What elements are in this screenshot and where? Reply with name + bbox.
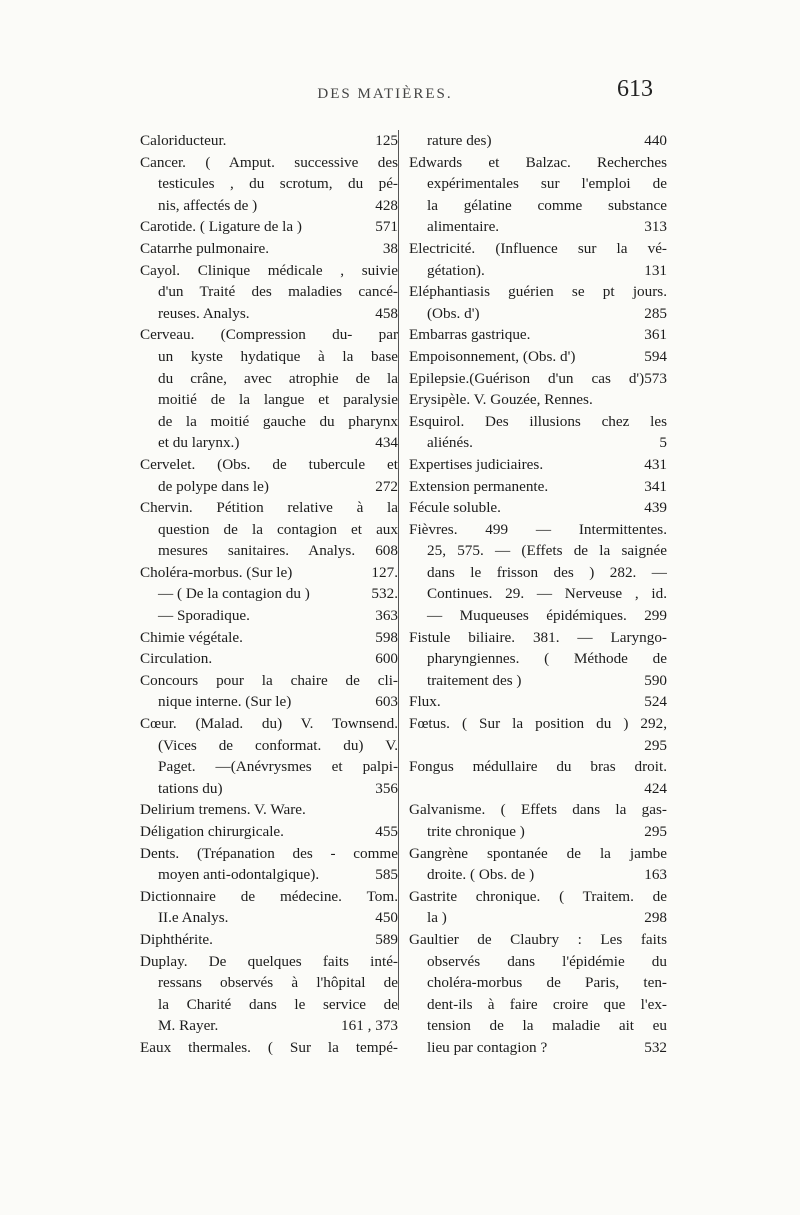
index-entry-line [140, 821, 398, 843]
index-entry-line [409, 216, 667, 238]
entry-page-ref: 161 , 373 [341, 1017, 398, 1035]
entry-page-ref: 38 [382, 239, 398, 257]
index-entry-line [140, 756, 398, 778]
entry-text: Empoisonnement, (Obs. d') [409, 347, 576, 365]
index-entry-line [140, 605, 398, 627]
entry-page-ref: 361 [644, 326, 667, 344]
index-entry-line [140, 173, 398, 195]
entry-text: (Obs. d') [427, 304, 480, 322]
entry-page-ref: 434 [375, 434, 398, 452]
index-entry-line [409, 691, 667, 713]
index-entry-line [409, 735, 667, 757]
index-entry-line [140, 540, 398, 562]
entry-page-ref: 440 [644, 132, 667, 149]
index-entry-line [409, 907, 667, 929]
entry-page-ref: 313 [644, 218, 667, 236]
index-entry-line [140, 886, 398, 908]
entry-page-ref: 341 [644, 477, 667, 495]
index-entry-line [409, 929, 667, 951]
entry-text: Carotide. ( Ligature de la ) [140, 218, 302, 236]
entry-text: Galvanisme. ( Effets dans la gas- [409, 801, 667, 819]
entry-page-ref: 589 [375, 930, 398, 948]
entry-text: Eaux thermales. ( Sur la tempé- [140, 1038, 398, 1056]
entry-text: Caloriducteur. [140, 132, 227, 149]
entry-page-ref: 450 [375, 909, 398, 927]
entry-text: — ( De la contagion du ) [158, 585, 310, 603]
entry-text: moyen anti-odontalgique). [158, 866, 320, 884]
index-entry-line [140, 972, 398, 994]
entry-text: — Sporadique. [158, 607, 250, 625]
index-entry-line [409, 389, 667, 411]
entry-text: Circulation. [140, 650, 213, 668]
index-entry-line [409, 778, 667, 800]
entry-text: Esquirol. Des illusions chez les [409, 412, 667, 430]
entry-text: M. Rayer. [158, 1017, 219, 1035]
index-entry-line [409, 648, 667, 670]
index-entry-line [140, 432, 398, 454]
index-entry-line [140, 929, 398, 951]
index-entry-line [409, 519, 667, 541]
index-entry-line [409, 972, 667, 994]
entry-text: question de la contagion et aux [158, 520, 398, 538]
index-entry-line [140, 735, 398, 757]
entry-page-ref: 532 [644, 1038, 667, 1056]
index-entry-line [409, 152, 667, 174]
entry-text: gétation). [427, 261, 485, 279]
entry-page-ref: 295 [644, 736, 667, 754]
index-entry-line [140, 691, 398, 713]
entry-text: ressans observés à l'hôpital de [158, 974, 398, 992]
entry-text: moitié de la langue et paralysie [158, 391, 398, 409]
index-entry-line [140, 130, 398, 152]
entry-text: II.e Analys. [158, 909, 229, 927]
index-entry-line [409, 1037, 667, 1059]
entry-text: pharyngiennes. ( Méthode de [427, 650, 667, 668]
index-entry-line [140, 476, 398, 498]
index-entry-line [140, 519, 398, 541]
entry-text: lieu par contagion ? [427, 1038, 548, 1056]
index-entry-line [409, 713, 667, 735]
entry-page-ref: 127. [371, 563, 398, 581]
entry-text: choléra-morbus de Paris, ten- [427, 974, 667, 992]
index-entry-line [140, 951, 398, 973]
entry-text: tations du) [158, 779, 223, 797]
entry-text: Cayol. Clinique médicale , suivie [140, 261, 398, 279]
entry-text: Chimie végétale. [140, 628, 243, 646]
index-entry-line [140, 411, 398, 433]
entry-text: Embarras gastrique. [409, 326, 531, 344]
entry-text: mesures sanitaires. Analys. 608 [158, 542, 398, 560]
index-entry-line [140, 152, 398, 174]
entry-page-ref: 428 [375, 196, 398, 214]
entry-page-ref: 295 [644, 823, 667, 840]
entry-page-ref: 594 [644, 347, 667, 365]
entry-text: de polype dans le) [158, 477, 269, 495]
entry-page-ref: 585 [375, 866, 398, 884]
index-entry-line [140, 799, 398, 821]
index-entry-line [409, 497, 667, 519]
entry-text: — Muqueuses épidémiques. 299 [427, 607, 667, 625]
entry-text: la ) [427, 909, 447, 927]
index-entry-line [140, 260, 398, 282]
index-entry-line [409, 324, 667, 346]
index-entry-line [140, 368, 398, 390]
index-entry-line [140, 778, 398, 800]
index-entry-line [409, 476, 667, 498]
entry-page-ref: 125 [375, 132, 398, 149]
entry-text: Déligation chirurgicale. [140, 823, 284, 840]
entry-page-ref: 131 [644, 261, 667, 279]
index-entry-line [140, 454, 398, 476]
entry-text: Cancer. ( Amput. successive des [140, 153, 398, 171]
index-entry-line [140, 238, 398, 260]
index-entry-line [140, 216, 398, 238]
entry-text: Dictionnaire de médecine. Tom. [140, 887, 398, 905]
entry-text: alimentaire. [427, 218, 500, 236]
index-entry-line [409, 583, 667, 605]
index-entry-line [409, 411, 667, 433]
index-entry-line [140, 713, 398, 735]
index-entry-line [140, 1037, 398, 1059]
entry-page-ref: 5 [659, 434, 667, 452]
entry-text: dent-ils à faire croire que l'ex- [427, 995, 667, 1013]
entry-text: reuses. Analys. [158, 304, 250, 322]
entry-text: traitement des ) [427, 671, 522, 689]
entry-text: 25, 575. — (Effets de la saignée [427, 542, 667, 560]
entry-text: Gaultier de Claubry : Les faits [409, 930, 667, 948]
entry-text: testicules , du scrotum, du pé- [158, 175, 398, 193]
entry-text: Cœur. (Malad. du) V. Townsend. [140, 715, 398, 733]
entry-text: Fièvres. 499 — Intermittentes. [409, 520, 667, 538]
entry-text: Epilepsie.(Guérison d'un cas d')573 [409, 369, 667, 387]
entry-text: d'un Traité des maladies cancé- [158, 283, 398, 301]
entry-page-ref: 363 [375, 607, 398, 625]
index-entry-line [140, 303, 398, 325]
index-entry-line [409, 260, 667, 282]
index-entry-line [409, 346, 667, 368]
entry-text: trite chronique ) [427, 823, 525, 840]
entry-page-ref: 163 [644, 866, 667, 884]
entry-page-ref: 285 [644, 304, 667, 322]
entry-text: Fongus médullaire du bras droit. [409, 758, 667, 776]
entry-page-ref: 598 [375, 628, 398, 646]
index-entry-line [409, 605, 667, 627]
entry-text: Gangrène spontanée de la jambe [409, 844, 667, 862]
index-entry-line [140, 324, 398, 346]
entry-text: Catarrhe pulmonaire. [140, 239, 270, 257]
entry-text: tension de la maladie ait eu [427, 1017, 667, 1035]
index-entry-line [409, 756, 667, 778]
entry-text: Erysipèle. V. Gouzée, Rennes. [409, 391, 593, 409]
entry-text: la Charité dans le service de [158, 995, 398, 1013]
index-entry-line [140, 864, 398, 886]
entry-text: (Vices de conformat. du) V. [158, 736, 398, 754]
index-entry-line [409, 303, 667, 325]
entry-page-ref: 600 [375, 650, 398, 668]
entry-text: Chervin. Pétition relative à la [140, 499, 398, 517]
index-entry-line [409, 821, 667, 843]
entry-page-ref: 603 [375, 693, 398, 711]
entry-text: Fœtus. ( Sur la position du ) 292, [409, 715, 667, 733]
entry-page-ref: 455 [375, 823, 398, 840]
entry-text: du crâne, avec atrophie de la [158, 369, 398, 387]
index-entry-line [140, 389, 398, 411]
entry-text: Edwards et Balzac. Recherches [409, 153, 667, 171]
entry-text: Dents. (Trépanation des - comme [140, 844, 398, 862]
entry-text: Continues. 29. — Nerveuse , id. [427, 585, 667, 603]
index-entry-line [409, 627, 667, 649]
index-entry-line [409, 173, 667, 195]
index-entry-line [140, 1015, 398, 1037]
index-entry-line [409, 843, 667, 865]
entry-text: Flux. [409, 693, 441, 711]
entry-text: nis, affectés de ) [158, 196, 258, 214]
index-entry-line [409, 670, 667, 692]
index-entry-line [409, 130, 667, 152]
index-entry-line [140, 562, 398, 584]
entry-text: nique interne. (Sur le) [158, 693, 292, 711]
entry-text: Fécule soluble. [409, 499, 501, 517]
index-entry-line [140, 994, 398, 1016]
running-header: DES MATIÈRES. [317, 86, 453, 102]
entry-page-ref: 571 [375, 218, 398, 236]
entry-text: de la moitié gauche du pharynx [158, 412, 398, 430]
page-number: 613 [617, 76, 653, 102]
index-entry-line [409, 195, 667, 217]
index-entry-line [140, 670, 398, 692]
entry-text: expérimentales sur l'emploi de [427, 175, 667, 193]
index-entry-line [409, 951, 667, 973]
entry-page-ref: 458 [375, 304, 398, 322]
entry-text: la gélatine comme substance [427, 196, 667, 214]
entry-text: Paget. —(Anévrysmes et palpi- [158, 758, 398, 776]
index-entry-line [409, 562, 667, 584]
index-entry-line [409, 281, 667, 303]
entry-text: Eléphantiasis guérien se pt jours. [409, 283, 667, 301]
index-entry-line [409, 864, 667, 886]
entry-text: Gastrite chronique. ( Traitem. de [409, 887, 667, 905]
entry-text: observés dans l'épidémie du [427, 952, 667, 970]
entry-text: et du larynx.) [158, 434, 240, 452]
index-entry-line [140, 583, 398, 605]
entry-text: Diphthérite. [140, 930, 213, 948]
index-entry-line [409, 994, 667, 1016]
entry-text: Duplay. De quelques faits inté- [140, 952, 398, 970]
entry-text: Delirium tremens. V. Ware. [140, 801, 306, 819]
entry-page-ref: 590 [644, 671, 667, 689]
entry-page-ref: 424 [644, 779, 667, 797]
index-entry-line [409, 368, 667, 390]
entry-text: droite. ( Obs. de ) [427, 866, 535, 884]
index-entry-line [140, 497, 398, 519]
entry-text: rature des) [427, 132, 492, 149]
entry-page-ref: 439 [644, 499, 667, 517]
index-entry-line [409, 799, 667, 821]
index-entry-line [140, 281, 398, 303]
entry-text: Fistule biliaire. 381. — Laryngo- [409, 628, 667, 646]
entry-text: Concours pour la chaire de cli- [140, 671, 398, 689]
index-entry-line [140, 907, 398, 929]
index-entry-line [140, 346, 398, 368]
index-entry-line [409, 432, 667, 454]
index-column-left [140, 130, 398, 1059]
index-entry-line [409, 238, 667, 260]
entry-page-ref: 298 [644, 909, 667, 927]
entry-text: Electricité. (Influence sur la vé- [409, 239, 667, 257]
entry-page-ref: 524 [644, 693, 667, 711]
entry-text: aliénés. [427, 434, 473, 452]
entry-text: Cervelet. (Obs. de tubercule et [140, 455, 398, 473]
index-entry-line [140, 627, 398, 649]
index-entry-line [409, 454, 667, 476]
entry-text: Cerveau. (Compression du- par [140, 326, 398, 344]
index-entry-line [409, 540, 667, 562]
entry-page-ref: 431 [644, 455, 667, 473]
index-entry-line [140, 648, 398, 670]
entry-text: dans le frisson des ) 282. — [427, 563, 667, 581]
index-entry-line [140, 195, 398, 217]
index-column-right [409, 130, 667, 1059]
index-entry-line [409, 886, 667, 908]
column-divider [398, 130, 399, 1010]
entry-page-ref: 272 [375, 477, 398, 495]
entry-page-ref: 532. [371, 585, 398, 603]
entry-text: un kyste hydatique à la base [158, 347, 398, 365]
entry-text: Expertises judiciaires. [409, 455, 544, 473]
index-entry-line [409, 1015, 667, 1037]
index-entry-line [140, 843, 398, 865]
entry-text: Choléra-morbus. (Sur le) [140, 563, 293, 581]
entry-page-ref: 356 [375, 779, 398, 797]
entry-text: Extension permanente. [409, 477, 549, 495]
